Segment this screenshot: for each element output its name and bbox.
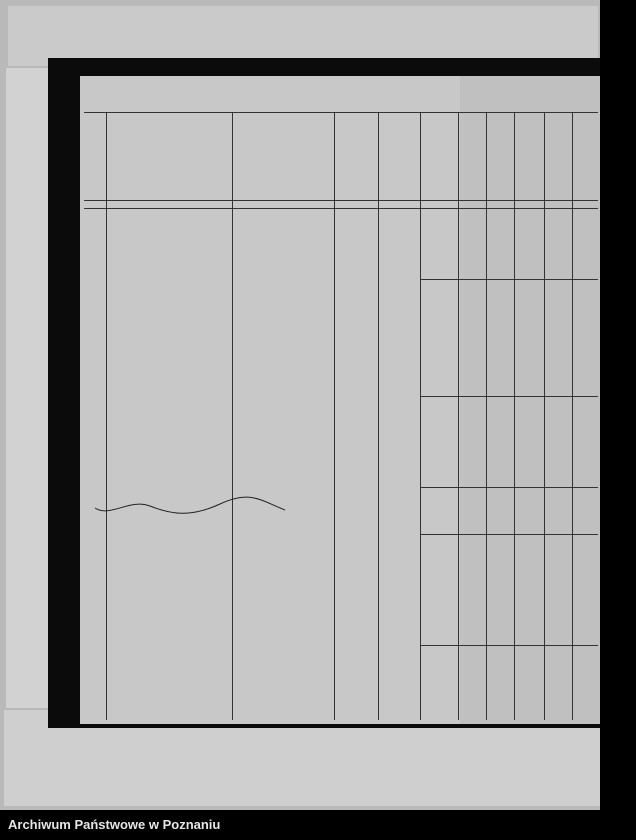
sum-rule — [420, 645, 598, 646]
column-rule — [514, 112, 515, 720]
column-rule — [572, 112, 573, 720]
column-rule — [458, 112, 459, 720]
sum-rule — [420, 396, 598, 397]
document-sheet — [80, 76, 460, 724]
sum-rule — [420, 534, 598, 535]
column-number-rule — [84, 208, 598, 209]
signature-scribble — [90, 488, 290, 528]
right-gutter — [600, 0, 636, 810]
archive-caption: Archiwum Państwowe w Poznaniu — [0, 810, 636, 840]
column-rule — [486, 112, 487, 720]
document-sheet-right-page — [460, 76, 600, 724]
sum-rule — [420, 487, 598, 488]
column-rule — [334, 112, 335, 720]
column-rule — [232, 112, 233, 720]
sum-rule — [420, 279, 598, 280]
header-top-rule — [84, 112, 598, 113]
column-rule — [378, 112, 379, 720]
column-rule — [420, 112, 421, 720]
column-rule — [106, 112, 107, 720]
signature-stroke — [95, 497, 285, 513]
header-bottom-rule — [84, 200, 598, 201]
film-border-top — [8, 6, 598, 66]
column-rule — [544, 112, 545, 720]
film-border-left — [6, 68, 48, 708]
